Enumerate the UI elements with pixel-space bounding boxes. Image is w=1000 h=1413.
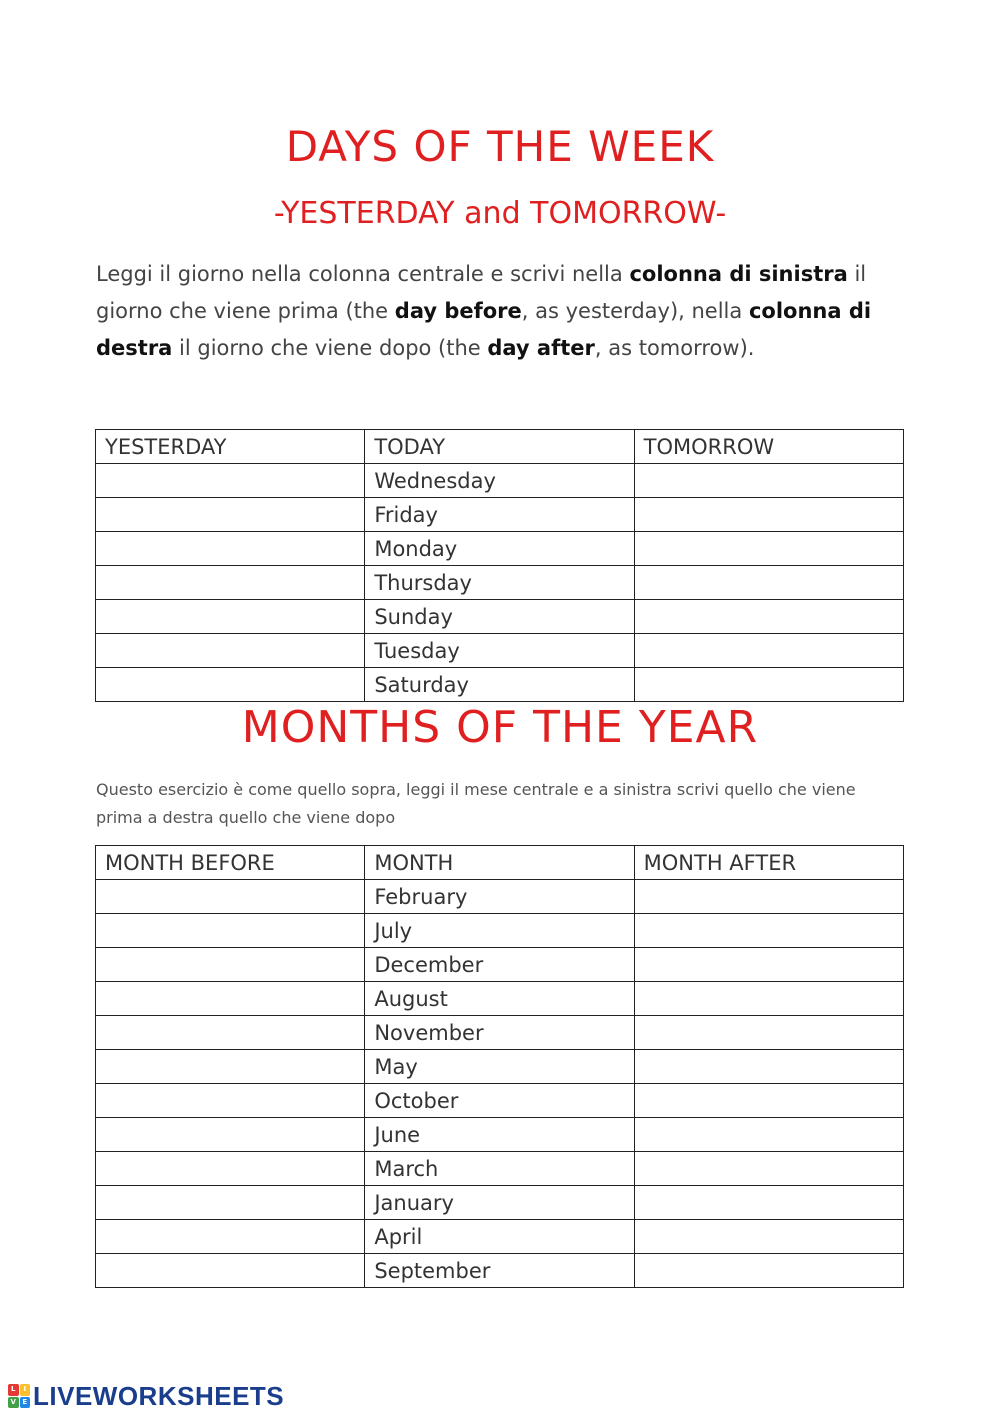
table-row xyxy=(96,1186,904,1220)
answer-cell-before[interactable] xyxy=(96,566,365,600)
answer-cell-after[interactable] xyxy=(634,532,903,566)
column-header: MONTH xyxy=(365,846,634,880)
prompt-cell: Thursday xyxy=(365,566,634,600)
answer-cell-before[interactable] xyxy=(96,532,365,566)
answer-cell-before[interactable] xyxy=(96,1254,365,1288)
answer-cell-before[interactable] xyxy=(96,1050,365,1084)
prompt-cell: Sunday xyxy=(365,600,634,634)
table-row xyxy=(96,880,904,914)
instr-bold: colonna di destra xyxy=(96,299,872,360)
logo-badge-icon xyxy=(8,1384,30,1408)
months-title: MONTHS OF THE YEAR xyxy=(241,702,759,753)
instr-bold: colonna di sinistra xyxy=(629,262,848,286)
instr-text: Leggi il giorno nella colonna centrale e scrivi nella xyxy=(96,262,630,286)
answer-cell-before[interactable] xyxy=(96,914,365,948)
table-row xyxy=(96,982,904,1016)
months-table xyxy=(95,845,904,1288)
answer-cell-before[interactable] xyxy=(96,668,365,702)
table-row xyxy=(96,566,904,600)
answer-cell-before[interactable] xyxy=(96,1152,365,1186)
column-header: MONTH BEFORE xyxy=(96,846,365,880)
prompt-cell: January xyxy=(365,1186,634,1220)
answer-cell-after[interactable] xyxy=(634,1254,903,1288)
prompt-cell: Friday xyxy=(365,498,634,532)
logo-badge-letter: V xyxy=(8,1397,19,1409)
table-row xyxy=(96,1152,904,1186)
answer-cell-after[interactable] xyxy=(634,1084,903,1118)
prompt-cell: Tuesday xyxy=(365,634,634,668)
table-row xyxy=(96,464,904,498)
answer-cell-before[interactable] xyxy=(96,600,365,634)
table-row xyxy=(96,1220,904,1254)
answer-cell-before[interactable] xyxy=(96,464,365,498)
instructions-days xyxy=(96,256,896,367)
prompt-cell: Saturday xyxy=(365,668,634,702)
answer-cell-after[interactable] xyxy=(634,880,903,914)
answer-cell-before[interactable] xyxy=(96,1084,365,1118)
answer-cell-after[interactable] xyxy=(634,464,903,498)
prompt-cell: December xyxy=(365,948,634,982)
answer-cell-before[interactable] xyxy=(96,1220,365,1254)
table-row xyxy=(96,1050,904,1084)
answer-cell-after[interactable] xyxy=(634,1016,903,1050)
answer-cell-before[interactable] xyxy=(96,1118,365,1152)
answer-cell-after[interactable] xyxy=(634,498,903,532)
instr-text: il giorno che viene prima (the xyxy=(96,262,867,323)
prompt-cell: July xyxy=(365,914,634,948)
column-header: YESTERDAY xyxy=(96,430,365,464)
answer-cell-before[interactable] xyxy=(96,634,365,668)
prompt-cell: September xyxy=(365,1254,634,1288)
logo-badge-letter: E xyxy=(20,1397,31,1409)
prompt-cell: October xyxy=(365,1084,634,1118)
table-row xyxy=(96,634,904,668)
answer-cell-before[interactable] xyxy=(96,1016,365,1050)
prompt-cell: June xyxy=(365,1118,634,1152)
logo-text: LIVEWORKSHEETS xyxy=(33,1380,285,1411)
prompt-cell: April xyxy=(365,1220,634,1254)
column-header: MONTH AFTER xyxy=(634,846,903,880)
answer-cell-before[interactable] xyxy=(96,1186,365,1220)
table-row xyxy=(96,498,904,532)
instr-text: , as yesterday), nella xyxy=(521,299,749,323)
answer-cell-after[interactable] xyxy=(634,1118,903,1152)
column-header: TODAY xyxy=(365,430,634,464)
table-row xyxy=(96,914,904,948)
answer-cell-after[interactable] xyxy=(634,668,903,702)
table-row xyxy=(96,1084,904,1118)
answer-cell-after[interactable] xyxy=(634,634,903,668)
instr-bold: day before xyxy=(394,299,522,323)
table-row xyxy=(96,1016,904,1050)
prompt-cell: Wednesday xyxy=(365,464,634,498)
answer-cell-before[interactable] xyxy=(96,948,365,982)
prompt-cell: Monday xyxy=(365,532,634,566)
prompt-cell: November xyxy=(365,1016,634,1050)
days-table xyxy=(95,429,904,702)
table-header-row xyxy=(96,430,904,464)
table-row xyxy=(96,600,904,634)
answer-cell-after[interactable] xyxy=(634,914,903,948)
answer-cell-after[interactable] xyxy=(634,600,903,634)
answer-cell-after[interactable] xyxy=(634,1050,903,1084)
prompt-cell: February xyxy=(365,880,634,914)
instr-text: , as tomorrow). xyxy=(594,336,755,360)
answer-cell-after[interactable] xyxy=(634,1186,903,1220)
answer-cell-before[interactable] xyxy=(96,982,365,1016)
table-row xyxy=(96,1254,904,1288)
table-row xyxy=(96,1118,904,1152)
logo-badge-letter: L xyxy=(8,1384,19,1396)
page-title: DAYS OF THE WEEK xyxy=(285,122,715,171)
column-header: TOMORROW xyxy=(634,430,903,464)
answer-cell-after[interactable] xyxy=(634,982,903,1016)
table-header-row xyxy=(96,846,904,880)
logo-badge-letter: I xyxy=(20,1384,31,1396)
table-row xyxy=(96,532,904,566)
liveworksheets-logo xyxy=(8,1381,284,1411)
instructions-months: Questo esercizio è come quello sopra, leggi il mese centrale e a sinistra scrivi quello che viene prima a destra quello che viene dopo xyxy=(96,780,856,827)
table-row xyxy=(96,948,904,982)
prompt-cell: August xyxy=(365,982,634,1016)
instr-text: il giorno che viene dopo (the xyxy=(172,336,488,360)
instr-bold: day after xyxy=(487,336,595,360)
table-row xyxy=(96,668,904,702)
answer-cell-after[interactable] xyxy=(634,1152,903,1186)
prompt-cell: March xyxy=(365,1152,634,1186)
answer-cell-after[interactable] xyxy=(634,1220,903,1254)
answer-cell-after[interactable] xyxy=(634,948,903,982)
page-subtitle: -YESTERDAY and TOMORROW- xyxy=(273,196,727,231)
answer-cell-before[interactable] xyxy=(96,880,365,914)
prompt-cell: May xyxy=(365,1050,634,1084)
answer-cell-before[interactable] xyxy=(96,498,365,532)
answer-cell-after[interactable] xyxy=(634,566,903,600)
